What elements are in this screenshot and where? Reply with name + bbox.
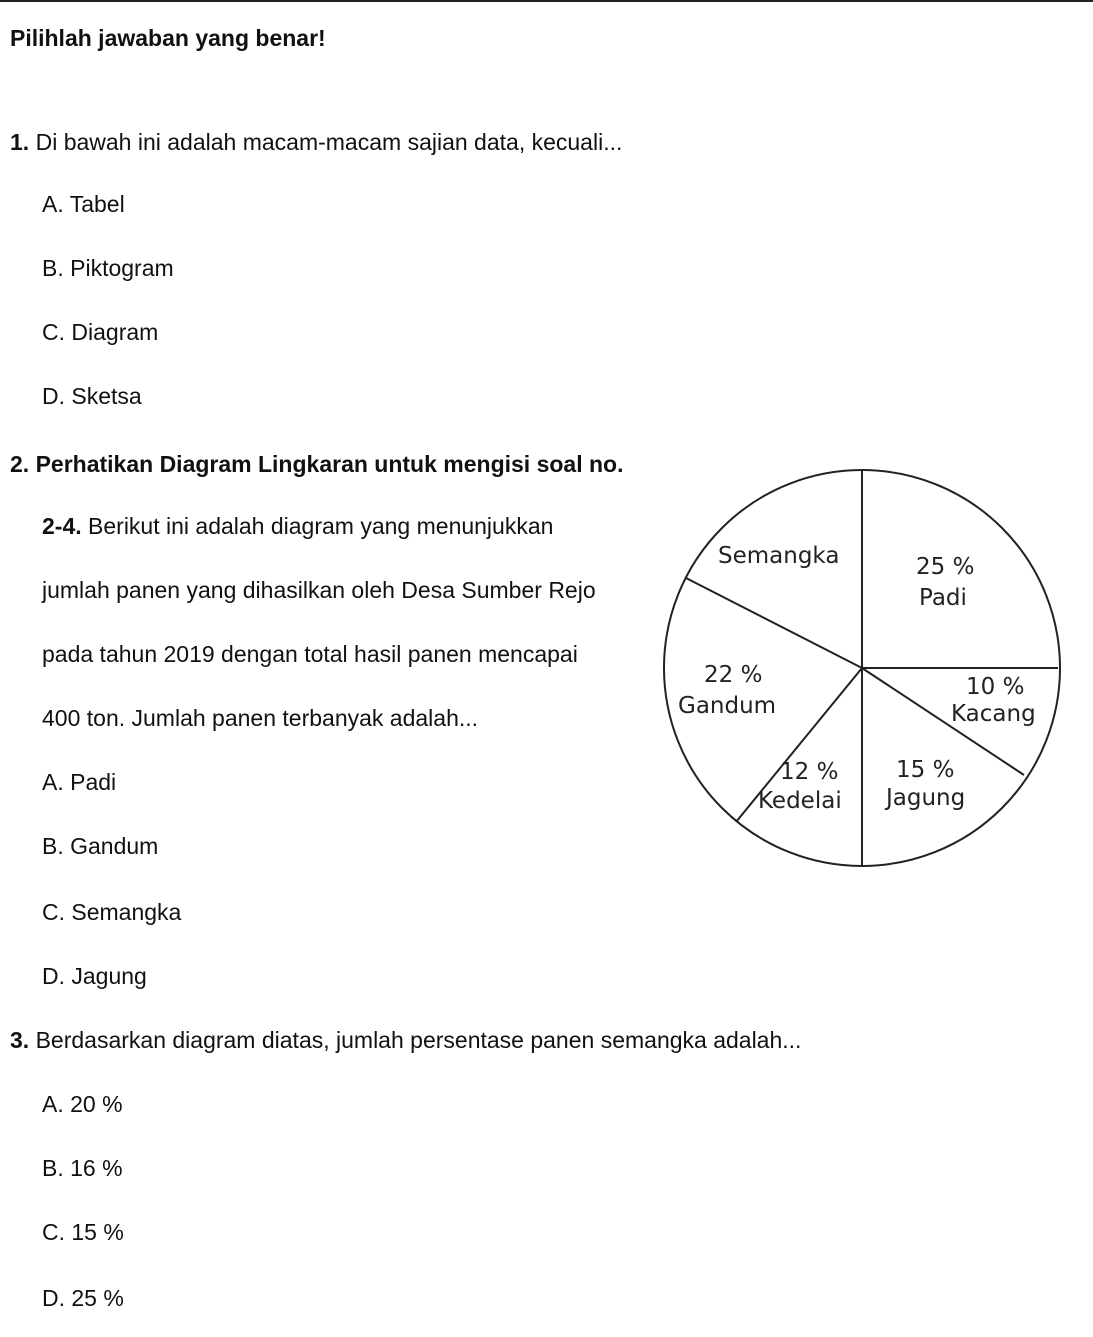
q3-option-b[interactable]: B. 16 % [42, 1155, 123, 1181]
q3-option-d[interactable]: D. 25 % [42, 1285, 124, 1311]
slice-value-kacang: 10 % [966, 674, 1025, 700]
slice-label-padi: Padi [919, 585, 967, 611]
slice-value-gandum: 22 % [704, 662, 763, 688]
question-2-number: 2. [10, 451, 30, 477]
question-1-number: 1. [10, 129, 30, 155]
slice-label-semangka: Semangka [718, 543, 840, 569]
question-1-text: Di bawah ini adalah macam-macam sajian data, kecuali... [35, 129, 623, 155]
slice-value-kedelai: 12 % [780, 759, 839, 785]
slice-value-jagung: 15 % [896, 757, 955, 783]
question-2-line-5: 400 ton. Jumlah panen terbanyak adalah... [42, 705, 479, 731]
q3-option-a[interactable]: A. 20 % [42, 1091, 123, 1117]
q2-option-b[interactable]: B. Gandum [42, 833, 159, 859]
question-2-line-3: jumlah panen yang dihasilkan oleh Desa Sumber Rejo [42, 577, 596, 603]
slice-label-jagung: Jagung [886, 785, 966, 811]
slice-value-padi: 25 % [916, 554, 975, 580]
q2-option-c[interactable]: C. Semangka [42, 899, 182, 925]
question-2-text-2: Berikut ini adalah diagram yang menunjukkan [81, 513, 554, 539]
slice-label-kacang: Kacang [951, 701, 1036, 727]
question-3-text: Berdasarkan diagram diatas, jumlah persentase panen semangka adalah... [35, 1027, 802, 1053]
slice-label-kedelai: Kedelai [758, 788, 842, 814]
question-2-range: 2-4. [42, 513, 82, 539]
question-2-text: Perhatikan Diagram Lingkaran untuk mengisi soal no. [35, 451, 624, 477]
q1-option-c[interactable]: C. Diagram [42, 319, 159, 345]
slice-label-gandum: Gandum [678, 693, 777, 719]
question-3-number: 3. [10, 1027, 30, 1053]
instruction-text: Pilihlah jawaban yang benar! [10, 25, 326, 51]
q1-option-a[interactable]: A. Tabel [42, 191, 125, 217]
q2-option-a[interactable]: A. Padi [42, 769, 117, 795]
question-2-line-4: pada tahun 2019 dengan total hasil panen mencapai [42, 641, 578, 667]
q1-option-d[interactable]: D. Sketsa [42, 383, 142, 409]
q1-option-b[interactable]: B. Piktogram [42, 255, 174, 281]
q3-option-c[interactable]: C. 15 % [42, 1219, 124, 1245]
q2-option-d[interactable]: D. Jagung [42, 963, 147, 989]
